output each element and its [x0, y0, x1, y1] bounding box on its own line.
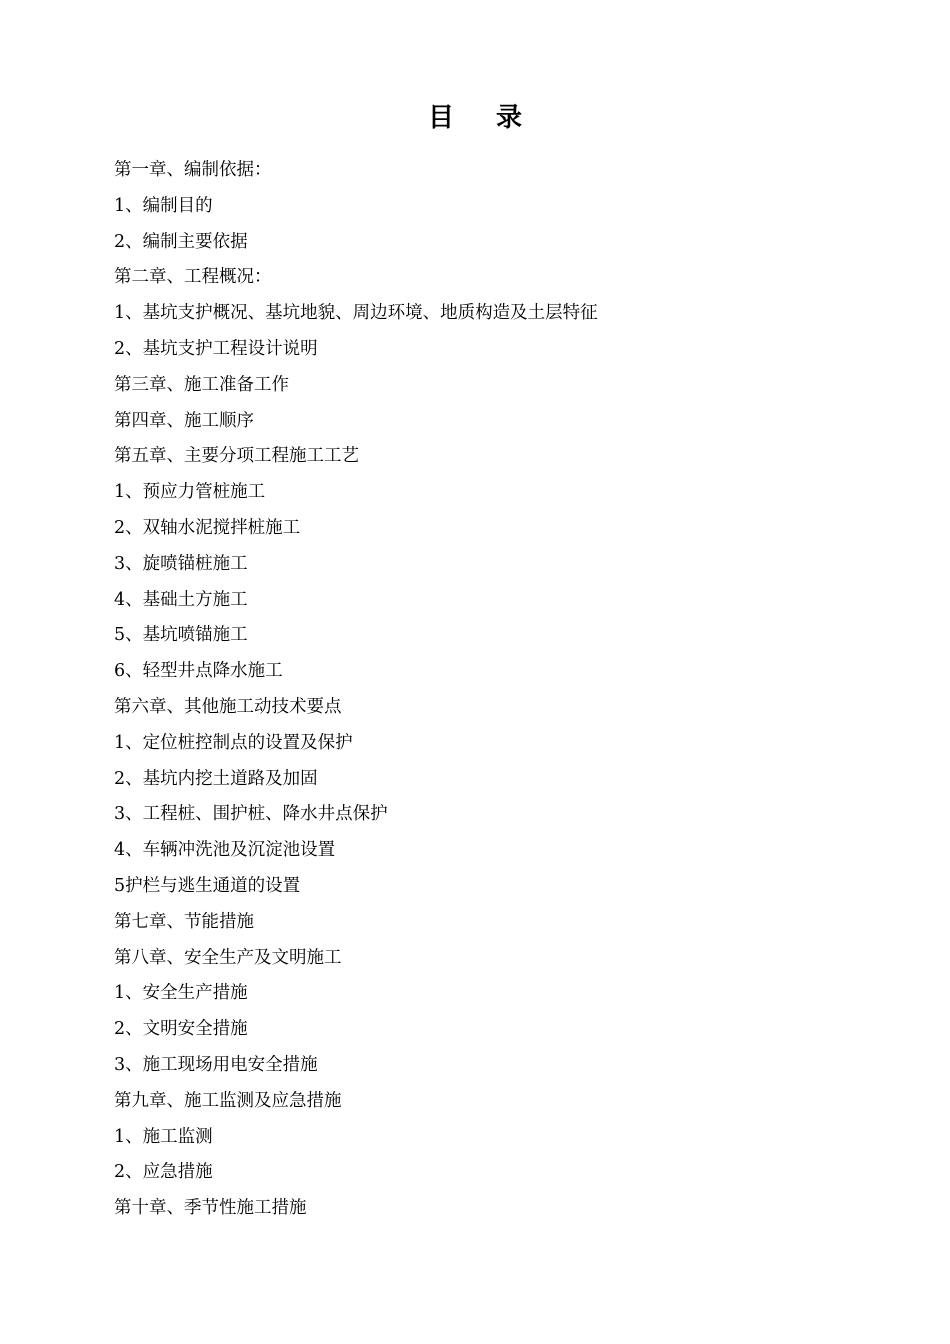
- toc-entry: 第四章、施工顺序: [114, 410, 254, 431]
- toc-entry: 3、工程桩、围护桩、降水井点保护: [114, 804, 388, 825]
- toc-entry: 6、轻型井点降水施工: [114, 661, 283, 682]
- toc-entry: 3、旋喷锚桩施工: [114, 553, 248, 574]
- toc-entry: 4、车辆冲洗池及沉淀池设置: [114, 840, 336, 861]
- toc-entry: 1、定位桩控制点的设置及保护: [114, 732, 353, 753]
- toc-entry: 1、预应力管桩施工: [114, 482, 266, 503]
- toc-entry: 2、编制主要依据: [114, 231, 248, 252]
- toc-entry: 1、施工监测: [114, 1126, 213, 1147]
- toc-entry: 第一章、编制依据：: [114, 160, 272, 180]
- toc-entry: 4、基础土方施工: [114, 589, 248, 610]
- toc-entry: 第七章、节能措施: [114, 911, 254, 932]
- toc-entry: 2、基坑支护工程设计说明: [114, 338, 318, 359]
- toc-entry: 第九章、施工监测及应急措施: [114, 1090, 342, 1111]
- toc-entry: 2、文明安全措施: [114, 1019, 248, 1040]
- toc-title: 目录: [427, 103, 564, 133]
- toc-entry: 5、基坑喷锚施工: [114, 625, 248, 646]
- toc-entry: 2、双轴水泥搅拌桩施工: [114, 517, 301, 538]
- toc-entry: 2、基坑内挖土道路及加固: [114, 768, 318, 789]
- toc-entry: 3、施工现场用电安全措施: [114, 1054, 318, 1075]
- toc-entry: 2、应急措施: [114, 1162, 213, 1183]
- toc-entry: 1、基坑支护概况、基坑地貌、周边环境、地质构造及土层特征: [114, 303, 598, 324]
- toc-entry: 第三章、施工准备工作: [114, 374, 289, 395]
- toc-entry: 第八章、安全生产及文明施工: [114, 947, 342, 968]
- toc-entry: 第二章、工程概况：: [114, 267, 272, 288]
- toc-entry: 1、编制目的: [114, 195, 213, 216]
- toc-entry: 1、安全生产措施: [114, 983, 248, 1004]
- toc-list: [114, 153, 874, 1227]
- toc-entry: 第五章、主要分项工程施工工艺: [114, 446, 359, 467]
- toc-entry: 5护栏与逃生通道的设置: [114, 875, 301, 896]
- toc-entry: 第六章、其他施工动技术要点: [114, 696, 342, 717]
- toc-entry: 第十章、季节性施工措施: [114, 1198, 307, 1219]
